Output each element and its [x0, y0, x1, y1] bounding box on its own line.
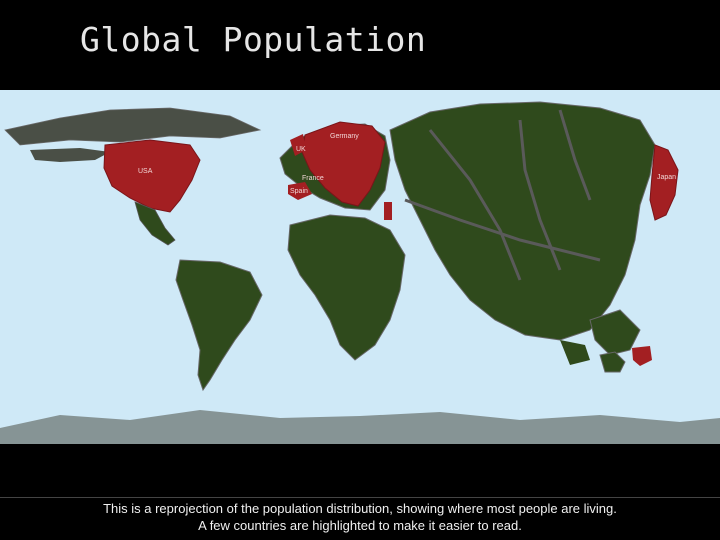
caption-line-2: A few countries are highlighted to make it easier to read.: [198, 518, 522, 533]
caption: [0, 500, 720, 534]
label-usa: USA: [138, 168, 153, 175]
divider-line: [0, 497, 720, 498]
caption-line-1: This is a reprojection of the population distribution, showing where most people are living.: [103, 501, 617, 516]
population-cartogram: [0, 90, 720, 444]
label-japan: Japan: [657, 174, 677, 181]
label-spain: Spain: [290, 188, 308, 195]
cartogram-svg: [0, 90, 720, 444]
slide-title: Global Population: [80, 20, 427, 59]
label-germany: Germany: [330, 133, 359, 140]
label-uk: UK: [296, 146, 306, 153]
label-france: France: [302, 175, 324, 182]
italy-region: [384, 202, 392, 220]
